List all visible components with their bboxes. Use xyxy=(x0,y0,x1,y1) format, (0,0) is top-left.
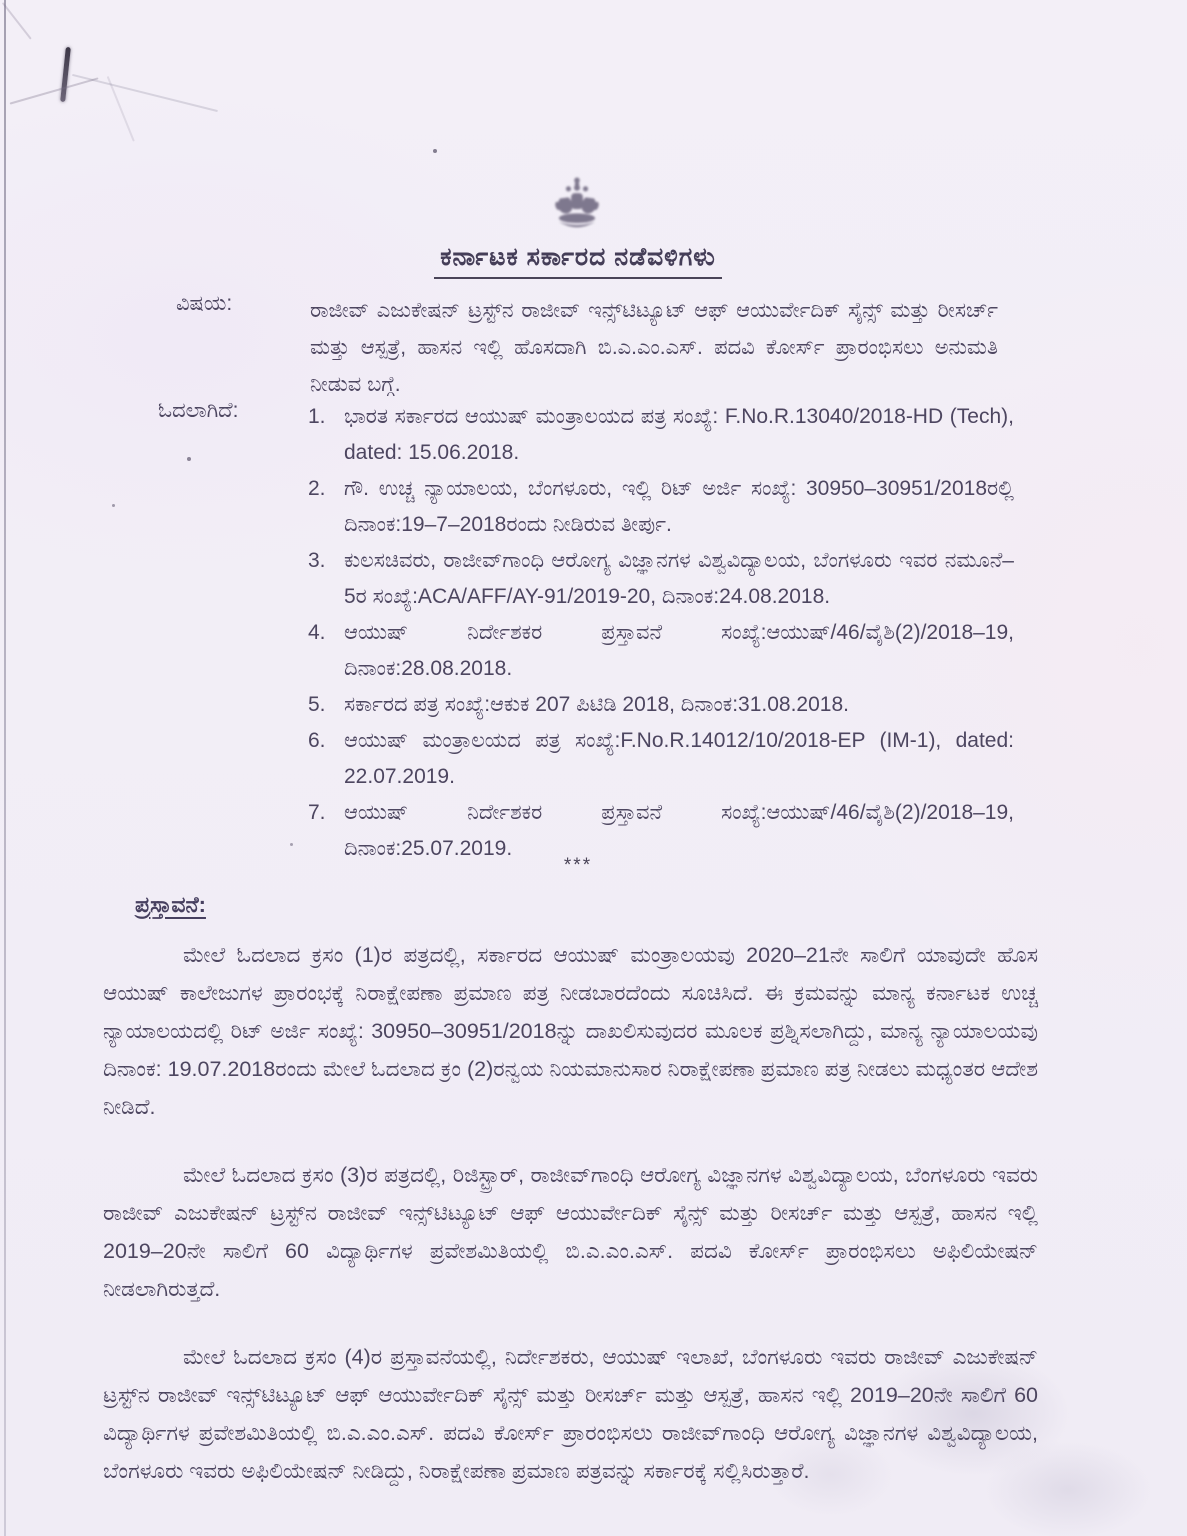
preamble-heading: ಪ್ರಸ್ತಾವನೆ: xyxy=(135,892,206,917)
read-item-text: ಭಾರತ ಸರ್ಕಾರದ ಆಯುಷ್ ಮಂತ್ರಾಲಯದ ಪತ್ರ ಸಂಖ್ಯೆ: F.No.R.13040/2018-HD (Tech), dated: 15.06.2018. xyxy=(344,405,1014,464)
preamble-paragraph: ಮೇಲೆ ಓದಲಾದ ಕ್ರಸಂ (1)ರ ಪತ್ರದಲ್ಲಿ, ಸರ್ಕಾರದ ಆಯುಷ್ ಮಂತ್ರಾಲಯವು 2020–21ನೇ ಸಾಲಿಗೆ ಯಾವುದೇ ಹೊಸ ಆಯುಷ್ ಕಾಲೇಜುಗಳ ಪ್ರಾರಂಭಕ್ಕೆ ನಿರಾಕ್ಷೇಪಣಾ ಪ್ರಮಾಣ ಪತ್ರ ನೀಡಬಾರದೆಂದು ಸೂಚಿಸಿದೆ. ಈ ಕ್ರಮವನ್ನು ಮಾನ್ಯ ಕರ್ನಾಟಕ ಉಚ್ಚ ನ್ಯಾಯಾಲಯದಲ್ಲಿ ರಿಟ್ ಅರ್ಜಿ ಸಂಖ್ಯೆ: 30950–30951/2018ನ್ನು ದಾಖಲಿಸುವುದರ ಮೂಲಕ ಪ್ರಶ್ನಿಸಲಾಗಿದ್ದು, ಮಾನ್ಯ ನ್ಯಾಯಾಲಯವು ದಿನಾಂಕ: 19.07.2018ರಂದು ಮೇಲೆ ಓದಲಾದ ಕ್ರಂ (2)ರನ್ವಯ ನಿಯಮಾನುಸಾರ ನಿರಾಕ್ಷೇಪಣಾ ಪ್ರಮಾಣ ಪತ್ರ ನೀಡಲು ಮಧ್ಯಂತರ ಆದೇಶ ನೀಡಿದೆ. xyxy=(103,943,1038,1119)
preamble-paragraph: ಮೇಲೆ ಓದಲಾದ ಕ್ರಸಂ (3)ರ ಪತ್ರದಲ್ಲಿ, ರಿಜಿಸ್ಟ್ರಾರ್, ರಾಜೀವ್‌ಗಾಂಧಿ ಆರೋಗ್ಯ ವಿಜ್ಞಾನಗಳ ವಿಶ್ವವಿದ್ಯಾಲಯ, ಬೆಂಗಳೂರು ಇವರು ರಾಜೀವ್ ಎಜುಕೇಷನ್ ಟ್ರಸ್ಟ್‌ನ ರಾಜೀವ್ ಇನ್ಸ್‌ಟಿಟ್ಯೂಟ್ ಆಫ್ ಆಯುರ್ವೇದಿಕ್ ಸೈನ್ಸ್ ಮತ್ತು ರೀಸರ್ಚ್ ಮತ್ತು ಆಸ್ಪತ್ರೆ, ಹಾಸನ ಇಲ್ಲಿ 2019–20ನೇ ಸಾಲಿಗೆ 60 ವಿದ್ಯಾರ್ಥಿಗಳ ಪ್ರವೇಶಮಿತಿಯಲ್ಲಿ ಬಿ.ಎ.ಎಂ.ಎಸ್. ಪದವಿ ಕೋರ್ಸ್ ಪ್ರಾರಂಭಿಸಲು ಅಫಿಲಿಯೇಷನ್ ನೀಡಲಾಗಿರುತ್ತದೆ. xyxy=(103,1163,1038,1301)
scan-speck xyxy=(433,149,437,153)
crease-line xyxy=(10,77,99,104)
read-item-text: ಕುಲಸಚಿವರು, ರಾಜೀವ್‌ಗಾಂಧಿ ಆರೋಗ್ಯ ವಿಜ್ಞಾನಗಳ ವಿಶ್ವವಿದ್ಯಾಲಯ, ಬೆಂಗಳೂರು ಇವರ ನಮೂನೆ–5ರ ಸಂಖ್ಯೆ:ACA/AFF/AY-91/2019-20, ದಿನಾಂಕ:24.08.2018. xyxy=(344,549,1014,608)
karnataka-emblem-icon xyxy=(542,175,612,239)
read-item xyxy=(308,399,1014,471)
read-item xyxy=(308,471,1014,543)
read-label: ಓದಲಾಗಿದೆ: xyxy=(158,399,239,422)
scan-speck xyxy=(187,457,191,461)
read-item-text: ಆಯುಷ್ ನಿರ್ದೇಶಕರ ಪ್ರಸ್ತಾವನೆ ಸಂಖ್ಯೆ:ಆಯುಷ್/46/ವೈಶಿ(2)/2018–19, ದಿನಾಂಕ:28.08.2018. xyxy=(344,621,1014,680)
subject-label: ವಿಷಯ: xyxy=(176,292,233,315)
read-item-number: 1. xyxy=(308,405,326,428)
read-item-text: ಗೌ. ಉಚ್ಚ ನ್ಯಾಯಾಲಯ, ಬೆಂಗಳೂರು, ಇಲ್ಲಿ ರಿಟ್ ಅರ್ಜಿ ಸಂಖ್ಯೆ: 30950–30951/2018ರಲ್ಲಿ ದಿನಾಂಕ:19–7–2018ರಂದು ನೀಡಿರುವ ತೀರ್ಪು. xyxy=(344,477,1014,536)
read-item-number: 6. xyxy=(308,729,326,752)
read-item xyxy=(308,543,1014,615)
read-item-number: 2. xyxy=(308,477,326,500)
crease-line xyxy=(72,74,218,112)
preamble-paragraphs xyxy=(103,936,1038,1520)
scan-speck xyxy=(290,843,293,846)
read-item-number: 7. xyxy=(308,801,326,824)
read-item xyxy=(308,687,1014,723)
read-item-number: 5. xyxy=(308,693,326,716)
document-title: ಕರ್ನಾಟಕ ಸರ್ಕಾರದ ನಡೆವಳಿಗಳು xyxy=(0,243,1156,279)
read-item xyxy=(308,723,1014,795)
read-item-number: 3. xyxy=(308,549,326,572)
read-item-text: ಸರ್ಕಾರದ ಪತ್ರ ಸಂಖ್ಯೆ:ಆಕುಕ 207 ಪಿಟಿಡಿ 2018, ದಿನಾಂಕ:31.08.2018. xyxy=(344,693,849,716)
crease-line xyxy=(2,2,32,39)
read-list xyxy=(308,399,1014,867)
section-divider: *** xyxy=(563,855,593,876)
read-item-text: ಆಯುಷ್ ನಿರ್ದೇಶಕರ ಪ್ರಸ್ತಾವನೆ ಸಂಖ್ಯೆ:ಆಯುಷ್/46/ವೈಶಿ(2)/2018–19, ದಿನಾಂಕ:25.07.2019. xyxy=(344,801,1014,860)
staple-mark xyxy=(60,47,71,102)
scan-speck xyxy=(112,504,115,507)
subject-text: ರಾಜೀವ್ ಎಜುಕೇಷನ್ ಟ್ರಸ್ಟ್‌ನ ರಾಜೀವ್ ಇನ್ಸ್‌ಟಿಟ್ಯೂಟ್ ಆಫ್ ಆಯುರ್ವೇದಿಕ್ ಸೈನ್ಸ್ ಮತ್ತು ರೀಸರ್ಚ್ ಮತ್ತು ಆಸ್ಪತ್ರೆ, ಹಾಸನ ಇಲ್ಲಿ ಹೊಸದಾಗಿ ಬಿ.ಎ.ಎಂ.ಎಸ್. ಪದವಿ ಕೋರ್ಸ್ ಪ್ರಾರಂಭಿಸಲು ಅನುಮತಿ ನೀಡುವ ಬಗ್ಗೆ. xyxy=(310,299,998,396)
read-item-number: 4. xyxy=(308,621,326,644)
read-item-text: ಆಯುಷ್ ಮಂತ್ರಾಲಯದ ಪತ್ರ ಸಂಖ್ಯೆ:F.No.R.14012/10/2018-EP (IM-1), dated: 22.07.2019. xyxy=(344,729,1014,788)
page-edge-line xyxy=(4,0,6,1536)
preamble-paragraph: ಮೇಲೆ ಓದಲಾದ ಕ್ರಸಂ (4)ರ ಪ್ರಸ್ತಾವನೆಯಲ್ಲಿ, ನಿರ್ದೇಶಕರು, ಆಯುಷ್ ಇಲಾಖೆ, ಬೆಂಗಳೂರು ಇವರು ರಾಜೀವ್ ಎಜುಕೇಷನ್ ಟ್ರಸ್ಟ್‌ನ ರಾಜೀವ್ ಇನ್ಸ್‌ಟಿಟ್ಯೂಟ್ ಆಫ್ ಆಯುರ್ವೇದಿಕ್ ಸೈನ್ಸ್ ಮತ್ತು ರೀಸರ್ಚ್ ಮತ್ತು ಆಸ್ಪತ್ರೆ, ಹಾಸನ ಇಲ್ಲಿ 2019–20ನೇ ಸಾಲಿಗೆ 60 ವಿದ್ಯಾರ್ಥಿಗಳ ಪ್ರವೇಶಮಿತಿಯಲ್ಲಿ ಬಿ.ಎ.ಎಂ.ಎಸ್. ಪದವಿ ಕೋರ್ಸ್ ಪ್ರಾರಂಭಿಸಲು ರಾಜೀವ್‌ಗಾಂಧಿ ಆರೋಗ್ಯ ವಿಜ್ಞಾನಗಳ ವಿಶ್ವವಿದ್ಯಾಲಯ, ಬೆಂಗಳೂರು ಇವರು ಅಫಿಲಿಯೇಷನ್ ನೀಡಿದ್ದು, ನಿರಾಕ್ಷೇಪಣಾ ಪ್ರಮಾಣ ಪತ್ರವನ್ನು ಸರ್ಕಾರಕ್ಕೆ ಸಲ್ಲಿಸಿರುತ್ತಾರೆ. xyxy=(103,1345,1038,1483)
read-item xyxy=(308,615,1014,687)
